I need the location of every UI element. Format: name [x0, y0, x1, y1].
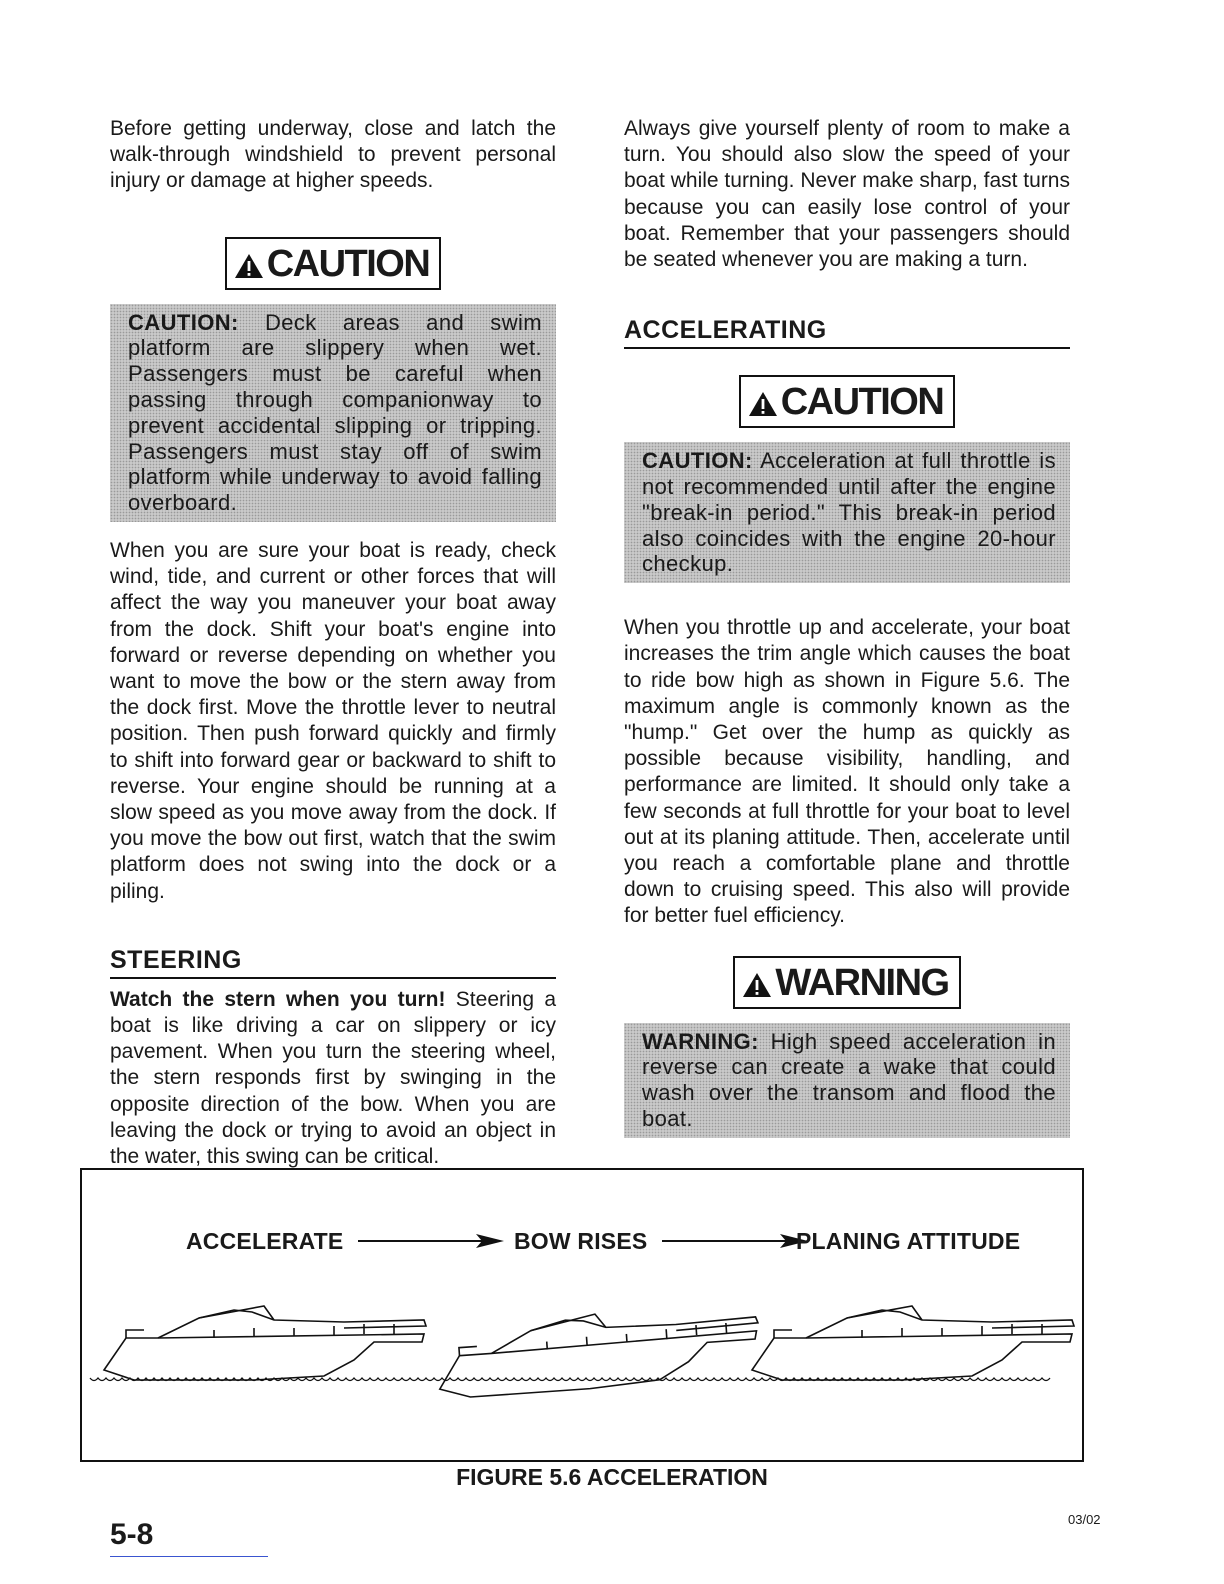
steering-text: Steering a boat is like driving a car on slippery or icy pavement. When you turn the steering wheel, the stern responds first by swinging in the opposite direction of the bow. When you are leaving the dock or trying to avoid an object in the water, this swing can be critical. — [110, 987, 557, 1169]
turn-paragraph: Always give yourself plenty of room to make a turn. You should also slow the speed of your boat while turning. Never make sharp, fast turns because you can easily lose control of your boat. Remember that your passengers should be seated whenever you are making a turn. — [624, 117, 1070, 272]
caution-lead: CAUTION: — [128, 309, 239, 335]
windshield-paragraph: Before getting underway, close and latch the walk-through windshield to prevent personal injury or damage at higher speeds. — [110, 117, 556, 193]
steering-lead: Watch the stern when you turn! — [110, 987, 446, 1011]
caution-lead: CAUTION: — [642, 448, 753, 474]
boat-illustration — [82, 1280, 1082, 1430]
caution-text: Acceleration at full throttle is not recommended until after the engine "break-in period." This break-in period also coincides with the engine 20-hour checkup. — [642, 448, 1056, 577]
arrow-right-icon — [358, 1232, 506, 1250]
left-column — [110, 116, 556, 1170]
figure-caption: FIGURE 5.6 ACCELERATION — [456, 1464, 768, 1490]
flow-step-planing-attitude: PLANING ATTITUDE — [796, 1228, 1021, 1254]
throttle-paragraph: When you throttle up and accelerate, your boat increases the trim angle which causes the boat to ride bow high as shown in Figure 5.6. The maximum angle is commonly known as the "hump." Get over the hump as quickly as possible because visibility, handling, and performance are limited. It should only take a few seconds at full throttle for your boat to level out at its planing attitude. Then, accelerate until you reach a comfortable plane and throttle down to cruising speed. This also will provide for better fuel efficiency. — [624, 616, 1070, 928]
revision-date: 03/02 — [1068, 1512, 1101, 1527]
acceleration-figure — [80, 1168, 1084, 1462]
dock-paragraph: When you are sure your boat is ready, check wind, tide, and current or other forces that will affect the way you maneuver your boat away from the dock. Shift your boat's engine into forward or reverse depending on whether you want to move the bow or the stern away from the dock first. Move the throttle lever to neutral position. Then push forward quickly and firmly to shift into forward gear or backward to shift to reverse. Your engine should be running at a slow speed as you move away from the dock. If you move the bow out first, watch that the swim platform does not swing into the dock or a piling. — [110, 538, 556, 903]
warning-triangle-icon — [741, 971, 773, 999]
warning-triangle-icon — [747, 390, 779, 418]
flow-step-accelerate: ACCELERATE — [186, 1228, 344, 1254]
caution-banner — [225, 237, 442, 290]
page-number: 5-8 — [110, 1518, 154, 1551]
steering-paragraph — [110, 987, 556, 1170]
right-column — [624, 116, 1070, 1138]
warning-triangle-icon — [233, 252, 265, 280]
caution-box-acceleration — [624, 442, 1070, 583]
warning-text: High speed acceleration in reverse can create a wake that could wash over the transom and flood the boat. — [642, 1028, 1056, 1132]
caution-box-deck — [110, 304, 556, 522]
caution-banner-label: CAUTION — [266, 242, 430, 285]
steering-heading: STEERING — [110, 945, 556, 979]
page-number-underline — [110, 1556, 268, 1557]
flow-step-bow-rises: BOW RISES — [514, 1228, 648, 1254]
accelerating-heading: ACCELERATING — [624, 315, 1070, 349]
arrow-right-icon — [662, 1232, 810, 1250]
warning-banner-label: WARNING — [775, 961, 949, 1004]
caution-text: Deck areas and swim platform are slippery when wet. Passengers must be careful when passing through companionway to prevent accidental slipping or tripping. Passengers must stay off of swim platform while underway to avoid falling overboard. — [128, 309, 543, 516]
caution-banner-label: CAUTION — [780, 381, 944, 424]
caution-banner — [739, 375, 956, 428]
warning-box-reverse — [624, 1023, 1070, 1138]
warning-lead: WARNING: — [642, 1028, 759, 1054]
warning-banner — [733, 956, 960, 1009]
